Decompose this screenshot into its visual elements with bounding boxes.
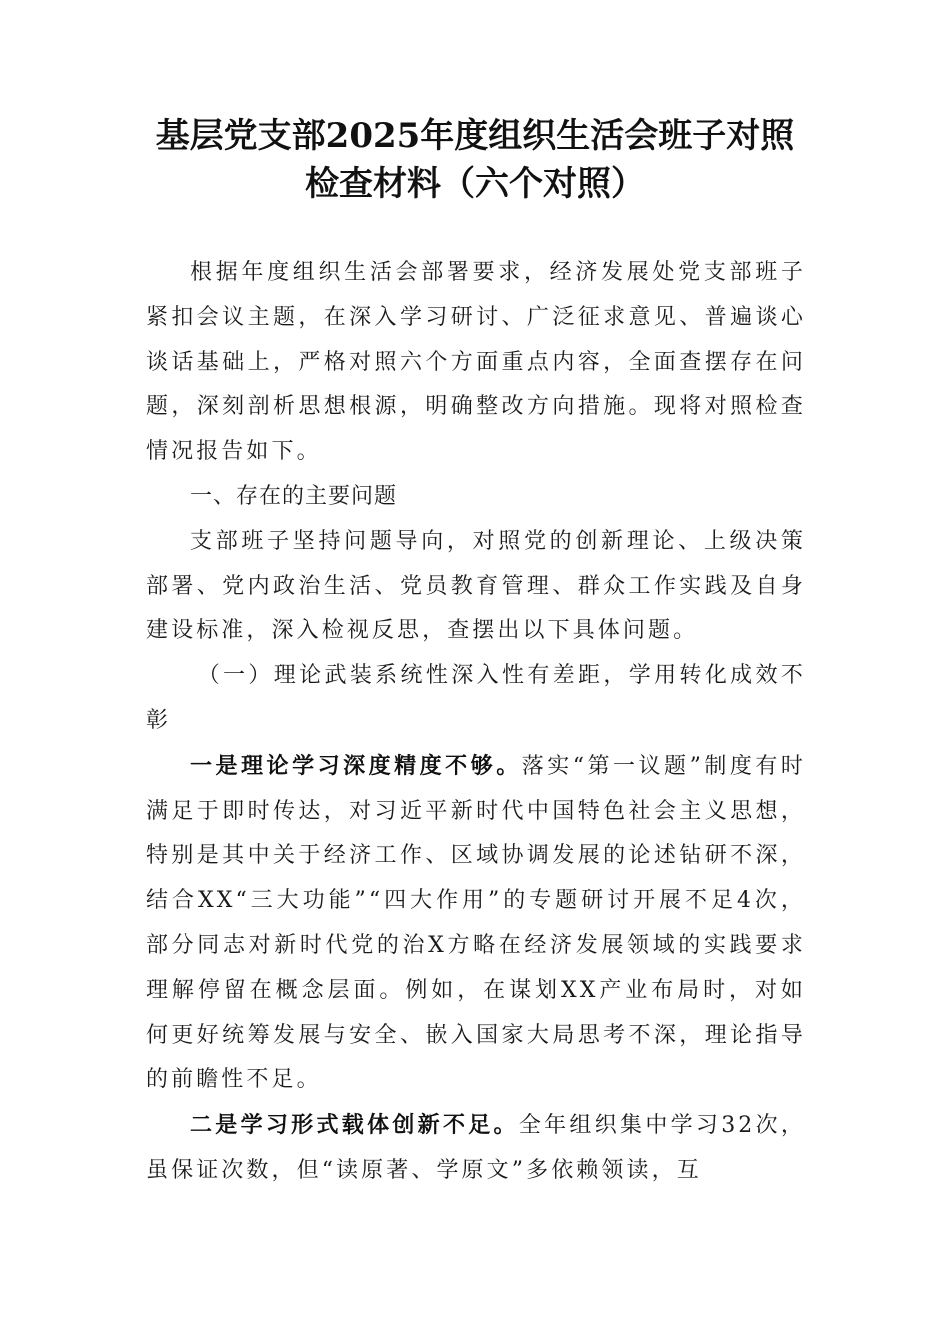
title-line-1: 基层党支部2025年度组织生活会班子对照	[155, 116, 795, 156]
subsection-heading-theory: （一）理论武装系统性深入性有差距，学用转化成效不彰	[146, 663, 806, 733]
point-2-lead: 二是学习形式载体创新不足。	[190, 1112, 519, 1139]
point-1-text: 落实“第一议题”制度有时满足于即时传达，对习近平新时代中国特色社会主义思想，特别是其中关于经济工作、区域协调发展的论述钻研不深，结合XX“三大功能”“四大作用”的专题研讨开展不足4次，部分同志对新时代党的治X方略在经济发展领域的实践要求理解停留在概念层面。例如，在谋划XX产业布局时，对如何更好统筹发展与安全、嵌入国家大局思考不深，理论指导的前瞻性不足。	[146, 753, 806, 1093]
title-line-2: 检查材料（六个对照）	[305, 164, 645, 204]
section-heading-problems: 一、存在的主要问题	[190, 483, 398, 509]
document-body	[146, 251, 806, 1194]
point-paragraph-1	[146, 744, 806, 1103]
point-paragraph-2	[146, 1103, 806, 1194]
intro-paragraph: 根据年度组织生活会部署要求，经济发展处党支部班子紧扣会议主题，在深入学习研讨、广泛征求意见、普遍谈心谈话基础上，严格对照六个方面重点内容，全面查摆存在问题，深刻剖析思想根源，明确整改方向措施。现将对照检查情况报告如下。	[146, 260, 806, 465]
document-title	[140, 112, 810, 208]
point-1-lead: 一是理论学习深度精度不够。	[190, 752, 522, 779]
point-2-text: 全年组织集中学习32次，虽保证次数，但“读原著、学原文”多依赖领读，互	[146, 1113, 806, 1183]
section-intro-paragraph: 支部班子坚持问题导向，对照党的创新理论、上级决策部署、党内政治生活、党员教育管理、群众工作实践及自身建设标准，深入检视反思，查摆出以下具体问题。	[146, 528, 806, 644]
